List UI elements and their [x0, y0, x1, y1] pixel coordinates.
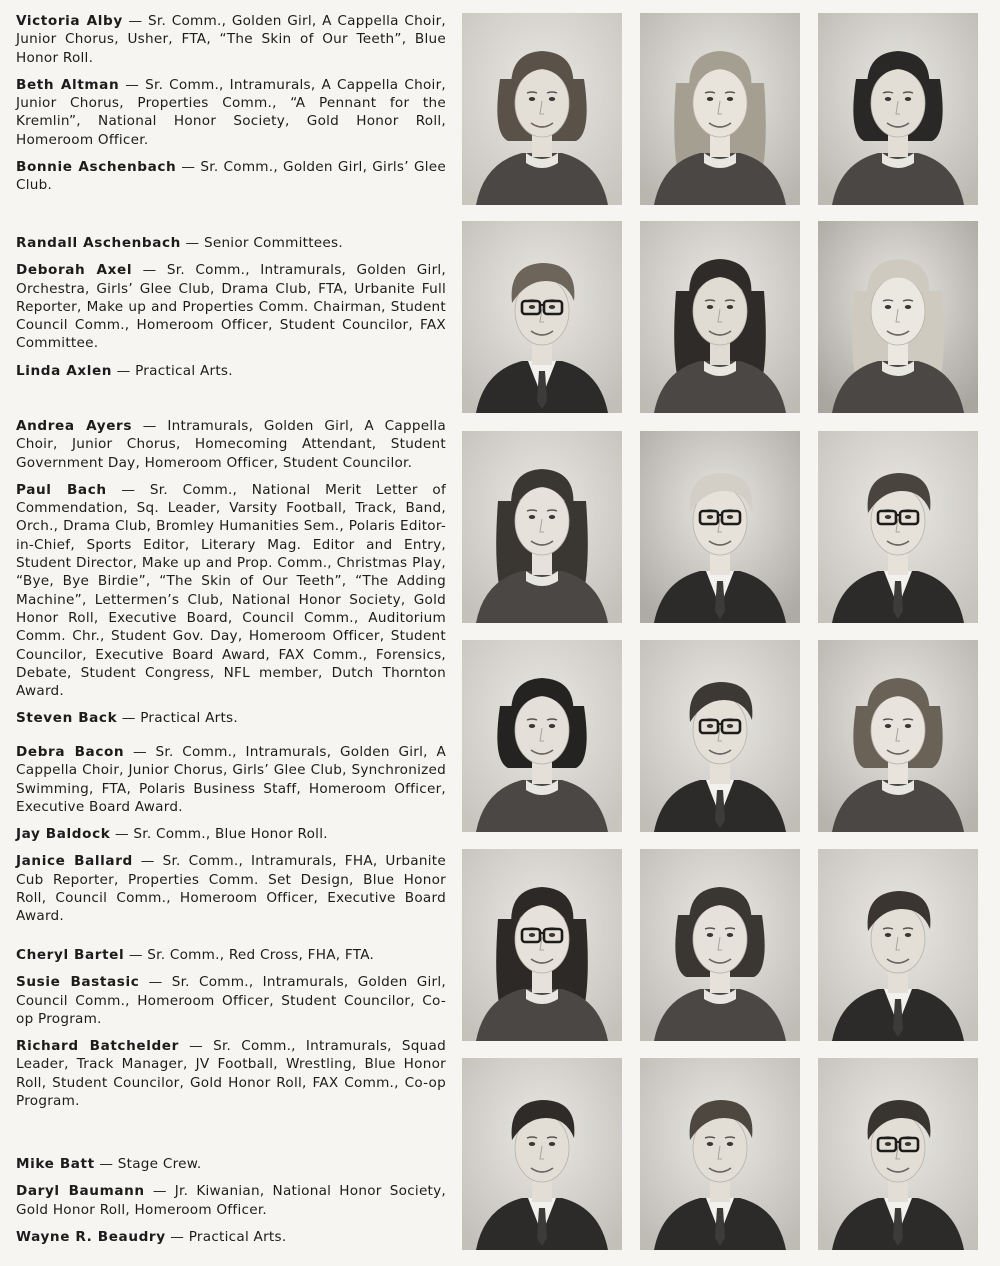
- portrait-bonnie-aschenbach: [818, 13, 978, 205]
- portrait-grid: [460, 0, 1000, 1266]
- entry-group: [16, 1155, 446, 1255]
- portrait-cheryl-bartel: [462, 849, 622, 1041]
- student-entry: [16, 825, 446, 843]
- student-entry: [16, 234, 446, 252]
- student-name: Cheryl Bartel: [16, 947, 125, 963]
- student-name: Bonnie Aschenbach: [16, 159, 177, 176]
- portrait-mike-batt: [462, 1058, 622, 1250]
- student-entry: [16, 1228, 446, 1246]
- portrait-deborah-axel: [640, 221, 800, 413]
- student-entry: [16, 1182, 446, 1219]
- student-entry: [16, 1155, 446, 1173]
- student-activities: — Sr. Comm., National Merit Letter of Commendation, Sq. Leader, Varsity Football, Track, Band, Orch., Drama Club, Bromley Humanities Sem., Polaris Editor-in-Chief, Sports Editor, Literary Mag. Editor and Entry, Student Director, Make up and Prop. Comm., Christmas Play, “Bye, Bye Birdie”, “The Skin of Our Teeth”, “The Adding Machine”, Lettermen’s Club, National Honor Society, Gold Honor Roll, Executive Board, Council Comm., Auditorium Comm. Chr., Student Gov. Day, Homeroom Officer, Student Councilor, Executive Board Award, FAX Comm., Forensics, Debate, Student Congress, NFL member, Dutch Thornton Award.: [16, 481, 446, 700]
- student-name: Andrea Ayers: [16, 418, 133, 434]
- student-entry: [16, 973, 446, 1028]
- student-activities: — Senior Committees.: [180, 235, 343, 251]
- entry-group: [16, 234, 446, 389]
- student-entry: [16, 76, 446, 149]
- student-entry: [16, 481, 446, 701]
- portrait-randall-aschenbach: [462, 221, 622, 413]
- portrait-daryl-baumann: [640, 1058, 800, 1250]
- portrait-wayne-beaudry: [818, 1058, 978, 1250]
- student-name: Jay Baldock: [16, 826, 111, 843]
- student-activities: — Sr. Comm., Intramurals, Golden Girl, A Cappella Choir, Junior Chorus, Girls’ Glee Club, Synchronized Swimming, FTA, Polaris Business Staff, Homeroom Officer, Executive Board Award.: [16, 744, 446, 815]
- student-entry: [16, 417, 446, 472]
- student-activities: — Sr. Comm., Red Cross, FHA, FTA.: [124, 947, 375, 963]
- student-activities: — Sr. Comm., Intramurals, A Cappella Choir, Junior Chorus, Properties Comm., “A Pennant for the Kremlin”, National Honor Society, Gold Honor Roll, Homeroom Officer.: [16, 76, 446, 148]
- student-activities: — Sr. Comm., Intramurals, Golden Girl, Council Comm., Homeroom Officer, Student Councilor, Co-op Program.: [16, 974, 446, 1027]
- student-name: Susie Bastasic: [16, 974, 140, 991]
- portrait-beth-altman: [640, 13, 800, 205]
- student-entry: [16, 946, 446, 964]
- biography-column: [0, 0, 460, 1266]
- student-name: Steven Back: [16, 710, 118, 727]
- student-activities: — Practical Arts.: [165, 1228, 287, 1245]
- student-name: Mike Batt: [16, 1156, 95, 1172]
- student-entry: [16, 158, 446, 195]
- student-name: Janice Ballard: [16, 853, 133, 870]
- student-activities: — Intramurals, Golden Girl, A Cappella Choir, Junior Chorus, Homecoming Attendant, Student Government Day, Homeroom Officer, Student Councilor.: [16, 418, 446, 471]
- student-name: Randall Aschenbach: [16, 235, 181, 251]
- student-entry: [16, 12, 446, 67]
- portrait-steven-back: [818, 431, 978, 623]
- student-activities: — Stage Crew.: [94, 1156, 202, 1172]
- portrait-janice-ballard: [818, 640, 978, 832]
- entry-group: [16, 946, 446, 1119]
- student-name: Victoria Alby: [16, 13, 123, 29]
- student-activities: — Practical Arts.: [117, 710, 238, 727]
- student-entry: [16, 709, 446, 727]
- portrait-susie-bastasic: [640, 849, 800, 1041]
- student-entry: [16, 362, 446, 380]
- student-activities: — Sr. Comm., Golden Girl, Girls’ Glee Club.: [16, 159, 446, 194]
- student-name: Debra Bacon: [16, 744, 125, 760]
- student-activities: — Jr. Kiwanian, National Honor Society, Gold Honor Roll, Homeroom Officer.: [16, 1183, 446, 1218]
- portrait-jay-baldock: [640, 640, 800, 832]
- student-name: Daryl Baumann: [16, 1183, 145, 1200]
- student-activities: — Sr. Comm., Blue Honor Roll.: [110, 826, 328, 843]
- student-entry: [16, 743, 446, 816]
- student-activities: — Sr. Comm., Intramurals, Squad Leader, Track Manager, JV Football, Wrestling, Blue Honor Roll, Student Councilor, Gold Honor Roll, FAX Comm., Co-op Program.: [16, 1038, 446, 1110]
- portrait-paul-bach: [640, 431, 800, 623]
- entry-group: [16, 743, 446, 935]
- student-name: Deborah Axel: [16, 262, 133, 279]
- student-name: Beth Altman: [16, 76, 120, 93]
- student-name: Richard Batchelder: [16, 1038, 179, 1055]
- student-name: Wayne R. Beaudry: [16, 1228, 166, 1245]
- student-entry: [16, 261, 446, 352]
- student-activities: — Sr. Comm., Intramurals, Golden Girl, Orchestra, Girls’ Glee Club, Drama Club, FTA, Urbanite Full Reporter, Make up and Properties Comm. Chairman, Student Council Comm., Homeroom Officer, Student Councilor, FAX Committee.: [16, 262, 446, 352]
- student-entry: [16, 1037, 446, 1110]
- student-name: Paul Bach: [16, 481, 107, 498]
- entry-group: [16, 12, 446, 204]
- portrait-andrea-ayers: [462, 431, 622, 623]
- entry-group: [16, 417, 446, 737]
- student-name: Linda Axlen: [16, 362, 113, 379]
- portrait-richard-batchelder: [818, 849, 978, 1041]
- portrait-victoria-alby: [462, 13, 622, 205]
- portrait-debra-bacon: [462, 640, 622, 832]
- student-entry: [16, 852, 446, 925]
- student-activities: — Sr. Comm., Golden Girl, A Cappella Choir, Junior Chorus, Usher, FTA, “The Skin of Our Teeth”, Blue Honor Roll.: [16, 13, 447, 66]
- student-activities: — Sr. Comm., Intramurals, FHA, Urbanite Cub Reporter, Properties Comm. Set Design, Blue Honor Roll, Council Comm., Homeroom Officer, Executive Board Award.: [16, 853, 446, 925]
- portrait-linda-axlen: [818, 221, 978, 413]
- student-activities: — Practical Arts.: [112, 362, 233, 379]
